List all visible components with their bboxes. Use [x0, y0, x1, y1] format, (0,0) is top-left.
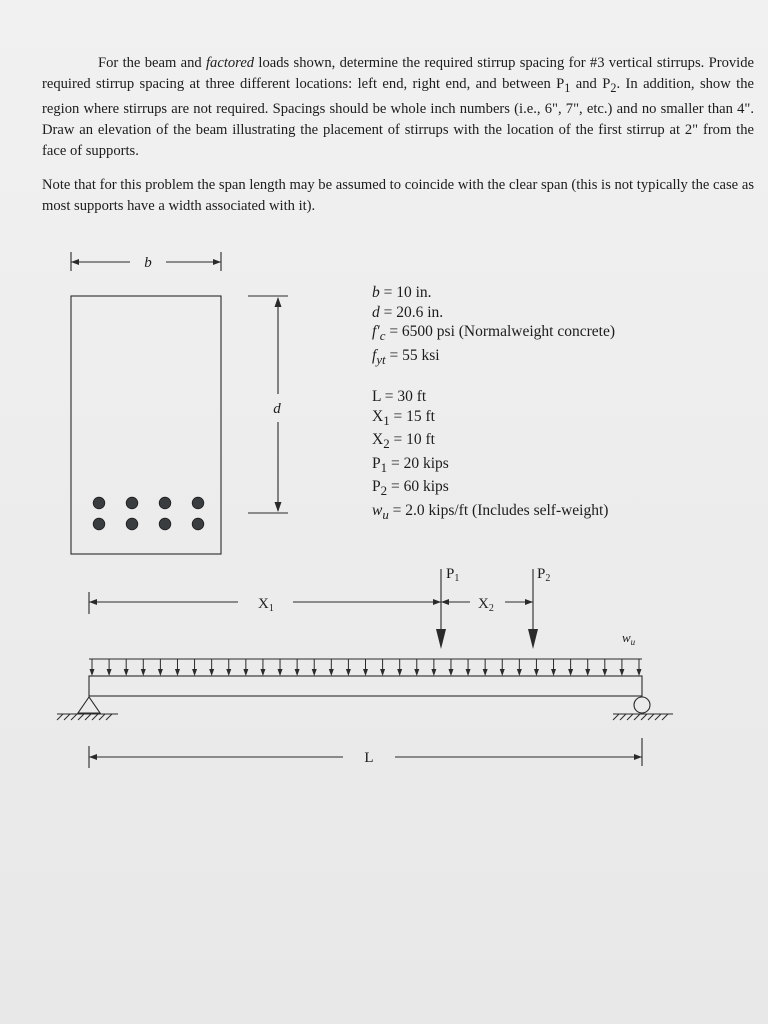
p2-label-sub: 2	[545, 573, 551, 584]
hatch-mark	[71, 714, 77, 720]
udl-arrowhead-icon	[602, 669, 607, 676]
spec-b-value: = 10 in.	[379, 284, 432, 301]
udl-arrowhead-icon	[551, 669, 556, 676]
rebar	[159, 518, 171, 530]
x1-label	[258, 596, 274, 614]
problem-text-3: and P	[570, 75, 611, 92]
p1-arrow-icon	[436, 629, 446, 649]
spec-P2-symbol: P	[372, 478, 381, 496]
udl-arrowhead-icon	[141, 669, 146, 676]
p2-arrow-icon	[528, 629, 538, 649]
spec-fyt-value: = 55 ksi	[385, 346, 440, 364]
hatch-mark	[85, 714, 91, 720]
spec-P1-value: = 20 kips	[387, 454, 449, 472]
spec-d	[372, 303, 615, 323]
udl-arrowhead-icon	[346, 669, 351, 676]
spec-fc-symbol: f′	[372, 323, 380, 340]
x2-label-sub: 2	[488, 603, 494, 614]
udl-arrowhead-icon	[226, 669, 231, 676]
udl-arrowhead-icon	[637, 669, 642, 676]
udl-arrowhead-icon	[397, 669, 402, 676]
given-data	[372, 283, 615, 525]
roller-support-hatching	[613, 714, 668, 720]
udl-arrowhead-icon	[243, 669, 248, 676]
udl-arrowhead-icon	[363, 669, 368, 676]
udl-arrowhead-icon	[414, 669, 419, 676]
spec-fc-sub: c	[379, 328, 386, 344]
wu-label	[622, 630, 636, 647]
udl-arrowhead-icon	[534, 669, 539, 676]
udl-arrowhead-icon	[585, 669, 590, 676]
b-dim-label: b	[144, 255, 152, 271]
spec-d-value: = 20.6 in.	[379, 303, 444, 321]
problem-emphasis: factored	[206, 54, 255, 71]
spec-X2-value: = 10 ft	[389, 431, 435, 449]
x2-label	[478, 596, 494, 614]
x1-label-sub: 1	[268, 603, 274, 614]
problem-sub-1: 1	[564, 80, 571, 95]
hatch-mark	[620, 714, 626, 720]
problem-note: Note that for this problem the span length may be assumed to coincide with the clear span (this is not typically the case as most supports have a width associated with it).	[42, 176, 754, 214]
problem-text-4: . In addition, show the region where stirrups are not required. Spacings should be whole inch numbers (i.e., 6", 7", etc.) and no smaller than 4". Draw an elevation of the beam illustrating the placement of stirrups with the location of the first stirrup at 2" from the face of supports.	[42, 75, 755, 159]
b-dim-arrow-right	[213, 259, 221, 265]
beam-cross-section	[71, 296, 221, 554]
udl-arrowhead-icon	[124, 669, 129, 676]
rebar	[126, 518, 138, 530]
udl-arrowhead-icon	[158, 669, 163, 676]
spec-wu-value: = 2.0 kips/ft (Includes self-weight)	[388, 502, 609, 520]
p1-label	[446, 566, 459, 584]
l-dim-arrow-right	[634, 754, 642, 760]
p2-label-main: P	[537, 566, 546, 582]
udl-arrowhead-icon	[107, 669, 112, 676]
spec-P2	[372, 477, 615, 501]
pin-support-hatching	[57, 714, 112, 720]
hatch-mark	[655, 714, 661, 720]
udl-arrowhead-icon	[500, 669, 505, 676]
hatch-mark	[57, 714, 63, 720]
spec-X1-symbol: X	[372, 407, 384, 425]
spec-P1-symbol: P	[372, 454, 381, 472]
x2-arrow-left	[441, 599, 449, 605]
rebar	[93, 497, 105, 509]
udl-arrowhead-icon	[192, 669, 197, 676]
hatch-mark	[648, 714, 654, 720]
udl-arrowhead-icon	[448, 669, 453, 676]
hatch-mark	[64, 714, 70, 720]
spec-fyt-sub: yt	[376, 351, 386, 367]
p2-label	[537, 566, 550, 584]
hatch-mark	[662, 714, 668, 720]
spec-fc-value: = 6500 psi (Normalweight concrete)	[385, 323, 615, 340]
spec-fyt	[372, 346, 615, 370]
udl-arrowhead-icon	[380, 669, 385, 676]
beam-elevation	[89, 676, 642, 696]
rebar-group	[93, 497, 204, 530]
spec-X1-sub: 1	[383, 412, 390, 428]
udl-arrowhead-icon	[619, 669, 624, 676]
x2-label-main: X	[478, 596, 489, 612]
roller-support-icon	[634, 697, 650, 713]
udl-arrowhead-icon	[260, 669, 265, 676]
problem-sub-2: 2	[610, 80, 617, 95]
spec-P1	[372, 454, 615, 478]
udl-arrowhead-icon	[90, 669, 95, 676]
wu-label-sub: u	[630, 637, 636, 647]
udl-arrowhead-icon	[295, 669, 300, 676]
spec-wu	[372, 501, 615, 525]
udl-arrowhead-icon	[483, 669, 488, 676]
l-dim-arrow-left	[89, 754, 97, 760]
udl-arrowhead-icon	[209, 669, 214, 676]
hatch-mark	[106, 714, 112, 720]
rebar	[126, 497, 138, 509]
spec-P2-sub: 2	[380, 483, 388, 499]
udl-arrowhead-icon	[329, 669, 334, 676]
d-dim-label: d	[273, 401, 281, 417]
rebar	[192, 497, 204, 509]
d-dim-arrow-top	[275, 297, 282, 307]
hatch-mark	[641, 714, 647, 720]
hatch-mark	[78, 714, 84, 720]
p1-label-sub: 1	[454, 573, 460, 584]
spec-fyt-symbol: f	[372, 346, 377, 364]
spec-wu-symbol: w	[372, 502, 383, 520]
hatch-mark	[92, 714, 98, 720]
distributed-load	[89, 659, 642, 670]
hatch-mark	[99, 714, 105, 720]
x1-arrow-left	[89, 599, 97, 605]
distributed-load-arrowheads	[90, 669, 642, 676]
pin-support-icon	[78, 697, 100, 713]
spec-d-symbol: d	[372, 303, 380, 321]
l-dim-label: L	[364, 750, 374, 766]
spec-P1-sub: 1	[380, 459, 388, 475]
problem-text-2: loads shown, determine the required stirrup spacing for #3 vertical stirrups. Provide required stirrup spacing at three different locations: left end, right end, and between P	[42, 54, 754, 92]
spec-fc	[372, 322, 615, 346]
spec-X1-value: = 15 ft	[389, 407, 435, 425]
udl-arrowhead-icon	[431, 669, 436, 676]
udl-arrowhead-icon	[517, 669, 522, 676]
udl-arrowhead-icon	[312, 669, 317, 676]
spec-wu-sub: u	[382, 507, 389, 523]
x2-arrow-right	[525, 599, 533, 605]
hatch-mark	[634, 714, 640, 720]
b-dim-arrow-left	[71, 259, 79, 265]
d-dim-arrow-bottom	[275, 502, 282, 512]
problem-text-1: For the beam and	[98, 54, 206, 71]
hatch-mark	[627, 714, 633, 720]
x1-label-main: X	[258, 596, 269, 612]
spec-P2-value: = 60 kips	[387, 478, 449, 496]
p1-label-main: P	[446, 566, 455, 582]
spec-X2	[372, 430, 615, 454]
spec-L: L = 30 ft	[372, 388, 427, 406]
rebar	[159, 497, 171, 509]
hatch-mark	[613, 714, 619, 720]
spec-X2-sub: 2	[383, 436, 390, 452]
udl-arrowhead-icon	[466, 669, 471, 676]
spec-b	[372, 283, 615, 303]
udl-arrowhead-icon	[175, 669, 180, 676]
x1-arrow-right	[433, 599, 441, 605]
udl-arrowhead-icon	[278, 669, 283, 676]
rebar	[93, 518, 105, 530]
spec-b-symbol: b	[372, 284, 380, 301]
rebar	[192, 518, 204, 530]
spec-X2-symbol: X	[372, 431, 384, 449]
spec-X1	[372, 407, 615, 431]
udl-arrowhead-icon	[568, 669, 573, 676]
wu-label-main: w	[622, 630, 631, 645]
